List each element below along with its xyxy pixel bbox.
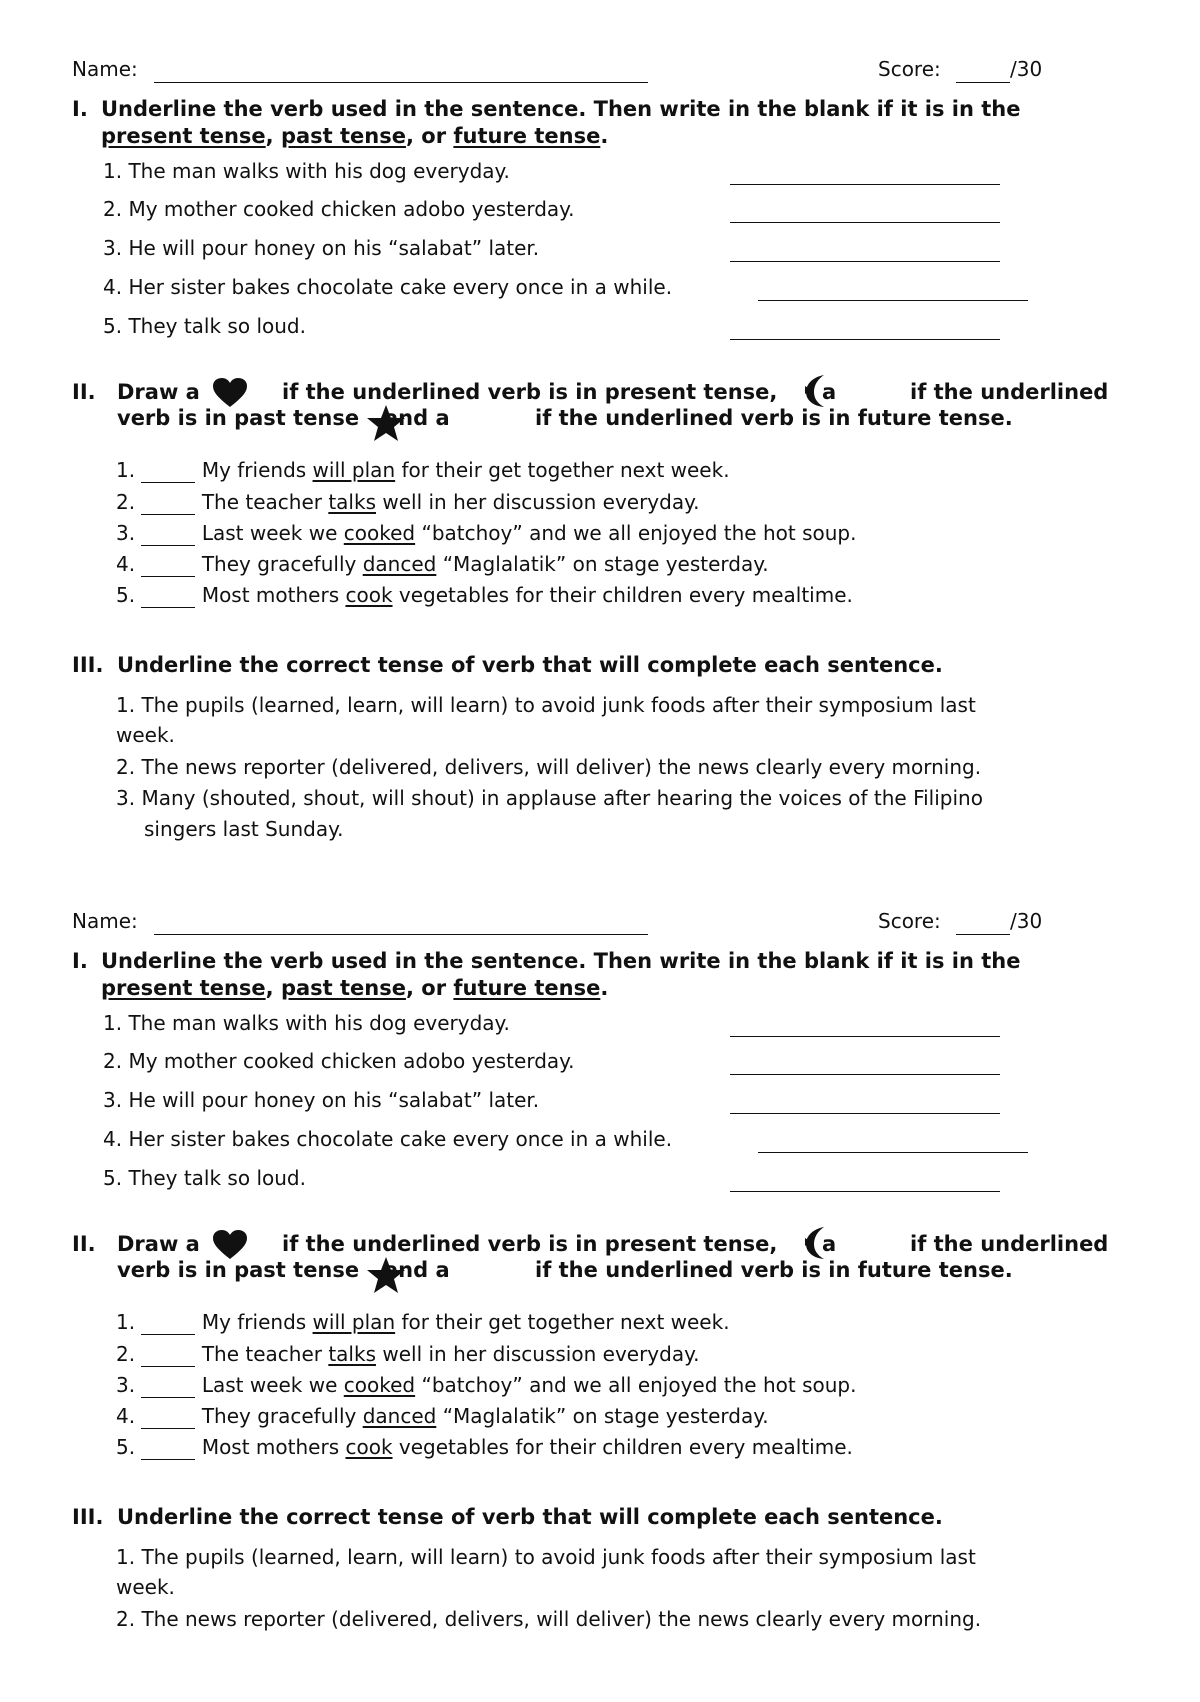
item-text: for their get together next week. xyxy=(401,1310,730,1334)
score-blank[interactable] xyxy=(956,82,1010,83)
answer-blank[interactable] xyxy=(730,339,1000,340)
part3-item: 1. The pupils (learned, learn, will learn) to avoid junk foods after their symposium last xyxy=(116,1545,976,1569)
part1-item: 5. They talk so loud. xyxy=(103,1166,306,1190)
symbol-blank[interactable] xyxy=(141,554,195,577)
part2-item xyxy=(116,552,769,577)
part2-item xyxy=(116,1342,699,1367)
item-number: 1. xyxy=(116,458,136,482)
option-future-tense: future tense xyxy=(453,976,601,1000)
part2-past-text-1: if the underlined xyxy=(910,380,1109,404)
option-present-tense: present tense xyxy=(101,976,266,1000)
part2-and-a: and a xyxy=(384,1258,450,1282)
name-blank[interactable] xyxy=(154,82,648,83)
heart-icon xyxy=(212,378,248,408)
part1-item: 3. He will pour honey on his “salabat” later. xyxy=(103,1088,540,1112)
separator: . xyxy=(600,976,609,1000)
item-number: 5. xyxy=(116,583,136,607)
item-text: “Maglalatik” on stage yesterday. xyxy=(442,1404,769,1428)
answer-blank[interactable] xyxy=(730,1074,1000,1075)
part2-future-text: if the underlined verb is in future tense. xyxy=(535,1258,1013,1282)
part2-past-text-2: verb is in past tense xyxy=(117,406,360,430)
symbol-blank[interactable] xyxy=(141,460,195,483)
answer-blank[interactable] xyxy=(758,1152,1028,1153)
worksheet-copy-2 xyxy=(0,852,1200,1702)
part2-present-text: if the underlined verb is in present tense, xyxy=(282,1232,778,1256)
item-number: 1. xyxy=(116,1310,136,1334)
item-text: Most mothers xyxy=(201,583,340,607)
part1-options xyxy=(101,124,608,148)
symbol-blank[interactable] xyxy=(141,1344,195,1367)
item-text: “batchoy” and we all enjoyed the hot soup. xyxy=(421,1373,857,1397)
part3-item-cont: week. xyxy=(116,723,175,747)
part1-item: 4. Her sister bakes chocolate cake every once in a while. xyxy=(103,275,673,299)
part1-item: 5. They talk so loud. xyxy=(103,314,306,338)
option-past-tense: past tense xyxy=(280,976,406,1000)
separator: , xyxy=(265,976,274,1000)
score-total: /30 xyxy=(1010,57,1043,81)
option-future-tense: future tense xyxy=(453,124,601,148)
score-total: /30 xyxy=(1010,909,1043,933)
part3-instruction: Underline the correct tense of verb that will complete each sentence. xyxy=(117,1505,943,1529)
item-text: for their get together next week. xyxy=(401,458,730,482)
item-text: My friends xyxy=(201,1310,307,1334)
item-text: “Maglalatik” on stage yesterday. xyxy=(442,552,769,576)
underlined-verb: will plan xyxy=(312,458,396,482)
item-number: 4. xyxy=(116,552,136,576)
part2-present-text: if the underlined verb is in present tense, xyxy=(282,380,778,404)
part2-item xyxy=(116,1435,853,1460)
separator: , or xyxy=(405,976,447,1000)
part2-item xyxy=(116,490,699,515)
part2-a-mid: a xyxy=(822,380,837,404)
worksheet-copy-1 xyxy=(0,0,1200,850)
answer-blank[interactable] xyxy=(758,300,1028,301)
item-number: 4. xyxy=(116,1404,136,1428)
underlined-verb: cooked xyxy=(343,1373,416,1397)
name-label: Name: xyxy=(72,909,138,933)
underlined-verb: talks xyxy=(328,1342,376,1366)
separator: , or xyxy=(405,124,447,148)
underlined-verb: danced xyxy=(362,1404,437,1428)
symbol-blank[interactable] xyxy=(141,1437,195,1460)
item-text: vegetables for their children every mealtime. xyxy=(398,583,853,607)
answer-blank[interactable] xyxy=(730,1191,1000,1192)
part2-draw-a: Draw a xyxy=(117,1232,200,1256)
underlined-verb: will plan xyxy=(312,1310,396,1334)
name-blank[interactable] xyxy=(154,934,648,935)
item-number: 5. xyxy=(116,1435,136,1459)
part2-and-a: and a xyxy=(384,406,450,430)
option-past-tense: past tense xyxy=(280,124,406,148)
part2-item xyxy=(116,458,730,483)
symbol-blank[interactable] xyxy=(141,1406,195,1429)
item-text: They gracefully xyxy=(201,552,357,576)
part3-item: 1. The pupils (learned, learn, will learn) to avoid junk foods after their symposium last xyxy=(116,693,976,717)
item-text: “batchoy” and we all enjoyed the hot soup. xyxy=(421,521,857,545)
underlined-verb: cook xyxy=(345,583,393,607)
part2-item xyxy=(116,583,853,608)
item-text: Most mothers xyxy=(201,1435,340,1459)
part3-item: 2. The news reporter (delivered, delivers, will deliver) the news clearly every morning. xyxy=(116,755,982,779)
symbol-blank[interactable] xyxy=(141,585,195,608)
answer-blank[interactable] xyxy=(730,261,1000,262)
part2-future-text: if the underlined verb is in future tense. xyxy=(535,406,1013,430)
part2-item xyxy=(116,1404,769,1429)
part1-item: 2. My mother cooked chicken adobo yesterday. xyxy=(103,1049,575,1073)
part1-item: 4. Her sister bakes chocolate cake every once in a while. xyxy=(103,1127,673,1151)
part1-item: 2. My mother cooked chicken adobo yesterday. xyxy=(103,197,575,221)
part3-item-cont: singers last Sunday. xyxy=(144,817,344,841)
item-number: 3. xyxy=(116,1373,136,1397)
option-present-tense: present tense xyxy=(101,124,266,148)
part2-past-text-2: verb is in past tense xyxy=(117,1258,360,1282)
item-text: The teacher xyxy=(201,1342,322,1366)
item-number: 2. xyxy=(116,490,136,514)
item-text: My friends xyxy=(201,458,307,482)
part1-item: 3. He will pour honey on his “salabat” later. xyxy=(103,236,540,260)
part2-draw-a: Draw a xyxy=(117,380,200,404)
score-label: Score: xyxy=(878,909,941,933)
answer-blank[interactable] xyxy=(730,1036,1000,1037)
symbol-blank[interactable] xyxy=(141,1312,195,1335)
item-text: vegetables for their children every mealtime. xyxy=(398,1435,853,1459)
symbol-blank[interactable] xyxy=(141,1375,195,1398)
underlined-verb: talks xyxy=(328,490,376,514)
part2-numeral: II. xyxy=(72,1232,96,1256)
score-blank[interactable] xyxy=(956,934,1010,935)
answer-blank[interactable] xyxy=(730,222,1000,223)
part3-item-cont: week. xyxy=(116,1575,175,1599)
part2-numeral: II. xyxy=(72,380,96,404)
item-text: well in her discussion everyday. xyxy=(382,490,700,514)
part1-options xyxy=(101,976,608,1000)
separator: . xyxy=(600,124,609,148)
part1-item: 1. The man walks with his dog everyday. xyxy=(103,159,510,183)
part2-a-mid: a xyxy=(822,1232,837,1256)
underlined-verb: cook xyxy=(345,1435,393,1459)
item-text: Last week we xyxy=(201,1373,338,1397)
part2-item xyxy=(116,1310,730,1335)
part3-numeral: III. xyxy=(72,653,104,677)
part1-numeral: I. xyxy=(72,97,88,121)
answer-blank[interactable] xyxy=(730,184,1000,185)
item-text: Last week we xyxy=(201,521,338,545)
item-number: 3. xyxy=(116,521,136,545)
part1-item: 1. The man walks with his dog everyday. xyxy=(103,1011,510,1035)
part1-instruction: Underline the verb used in the sentence. Then write in the blank if it is in the xyxy=(101,949,1021,973)
item-text: The teacher xyxy=(201,490,322,514)
part3-item: 3. Many (shouted, shout, will shout) in applause after hearing the voices of the Filipino xyxy=(116,786,983,810)
underlined-verb: cooked xyxy=(343,521,416,545)
part2-item xyxy=(116,521,856,546)
answer-blank[interactable] xyxy=(730,1113,1000,1114)
underlined-verb: danced xyxy=(362,552,437,576)
separator: , xyxy=(265,124,274,148)
part3-instruction: Underline the correct tense of verb that will complete each sentence. xyxy=(117,653,943,677)
item-number: 2. xyxy=(116,1342,136,1366)
part2-item xyxy=(116,1373,856,1398)
part2-past-text-1: if the underlined xyxy=(910,1232,1109,1256)
part1-numeral: I. xyxy=(72,949,88,973)
item-text: well in her discussion everyday. xyxy=(382,1342,700,1366)
part1-instruction: Underline the verb used in the sentence. Then write in the blank if it is in the xyxy=(101,97,1021,121)
symbol-blank[interactable] xyxy=(141,523,195,546)
part3-item: 2. The news reporter (delivered, delivers, will deliver) the news clearly every morning. xyxy=(116,1607,982,1631)
symbol-blank[interactable] xyxy=(141,492,195,515)
name-label: Name: xyxy=(72,57,138,81)
part3-numeral: III. xyxy=(72,1505,104,1529)
item-text: They gracefully xyxy=(201,1404,357,1428)
heart-icon xyxy=(212,1230,248,1260)
score-label: Score: xyxy=(878,57,941,81)
